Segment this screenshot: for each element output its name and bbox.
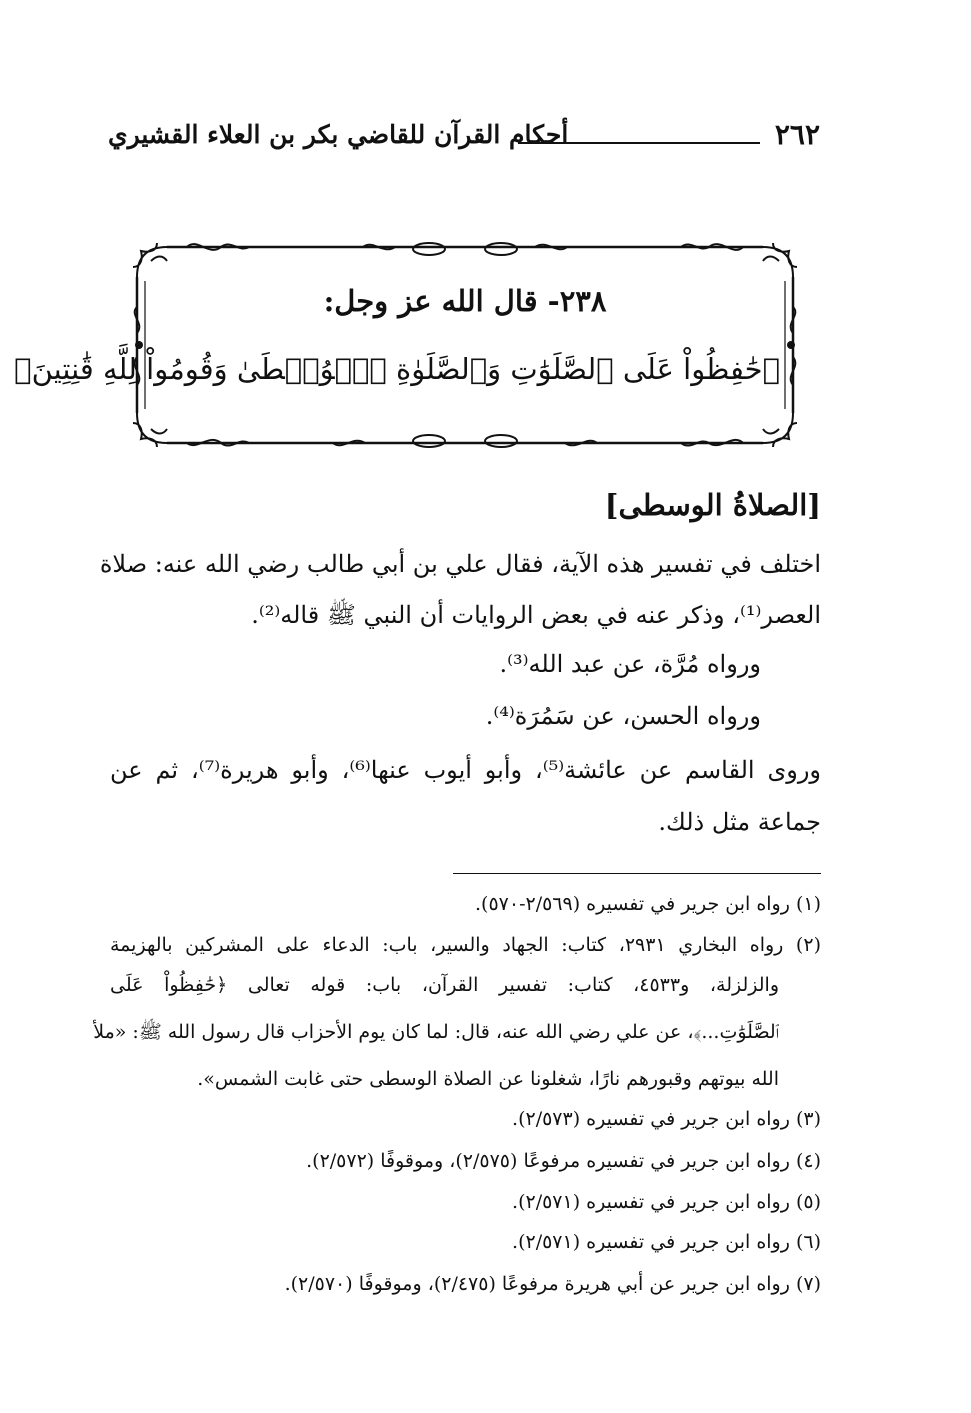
frame-ornament-icon bbox=[14, 237, 803, 453]
page-header bbox=[108, 118, 820, 158]
footnote: والزلزلة، و٤٥٣٣، كتاب: تفسير القرآن، باب: قوله تعالى ﴿حَٰفِظُواْ عَلَى bbox=[110, 974, 779, 996]
footnote: الله بيوتهم وقبورهم نارًا، شغلونا عن الصلاة الوسطى حتى غابت الشمس». bbox=[197, 1068, 779, 1090]
body-line: اختلف في تفسير هذه الآية، فقال علي بن أبي طالب رضي الله عنه: صلاة bbox=[99, 550, 821, 578]
ornamental-frame bbox=[14, 237, 803, 453]
footnote: (٧) رواه ابن جرير عن أبي هريرة مرفوعًا (٢/٤٧٥)، وموقوفًا (٢/٥٧٠). bbox=[284, 1273, 821, 1295]
running-title: أحكام القرآن للقاضي بكر بن العلاء القشيري bbox=[108, 120, 569, 149]
footnote-separator bbox=[453, 873, 821, 874]
quran-verse: ﴿حَٰفِظُواْ عَلَى ٱلصَّلَوَٰتِ وَٱلصَّلَوٰةِ ٱلۡوُسۡطَىٰ وَقُومُواْ لِلَّهِ قَٰنِتِينَ﴾ bbox=[14, 352, 780, 386]
verse-intro: ٢٣٨- قال الله عز وجل: bbox=[323, 284, 607, 318]
footnote: (٢) رواه البخاري ٢٩٣١، كتاب: الجهاد والسير، باب: الدعاء على المشركين بالهزيمة bbox=[110, 934, 821, 956]
footnote: (٦) رواه ابن جرير في تفسيره (٢/٥٧١). bbox=[512, 1231, 821, 1253]
section-heading: [الصلاةُ الوسطى] bbox=[604, 488, 821, 522]
body-line: جماعة مثل ذلك. bbox=[658, 808, 821, 836]
footnote: ٱلصَّلَوَٰتِ...﴾، عن علي رضي الله عنه، قال: لما كان يوم الأحزاب قال رسول الله ﷺ: «ملأ bbox=[93, 1021, 779, 1043]
page-number: ٢٦٢ bbox=[774, 118, 820, 151]
body-line: العصر⁽¹⁾، وذكر عنه في بعض الروايات أن النبي ﷺ قاله⁽²⁾. bbox=[251, 601, 821, 629]
footnote: (٤) رواه ابن جرير في تفسيره مرفوعًا (٢/٥٧٥)، وموقوفًا (٢/٥٧٢). bbox=[306, 1150, 821, 1172]
body-line: وروى القاسم عن عائشة⁽⁵⁾، وأبو أيوب عنها⁽⁶⁾، وأبو هريرة⁽⁷⁾، ثم عن bbox=[110, 756, 821, 784]
footnote: (١) رواه ابن جرير في تفسيره (٢/٥٦٩-٥٧٠). bbox=[475, 893, 821, 915]
body-line: ورواه مُرَّة، عن عبد الله⁽³⁾. bbox=[499, 650, 761, 678]
footnote: (٣) رواه ابن جرير في تفسيره (٢/٥٧٣). bbox=[512, 1108, 821, 1130]
body-line: ورواه الحسن، عن سَمُرَة⁽⁴⁾. bbox=[485, 702, 761, 730]
footnote: (٥) رواه ابن جرير في تفسيره (٢/٥٧١). bbox=[512, 1191, 821, 1213]
